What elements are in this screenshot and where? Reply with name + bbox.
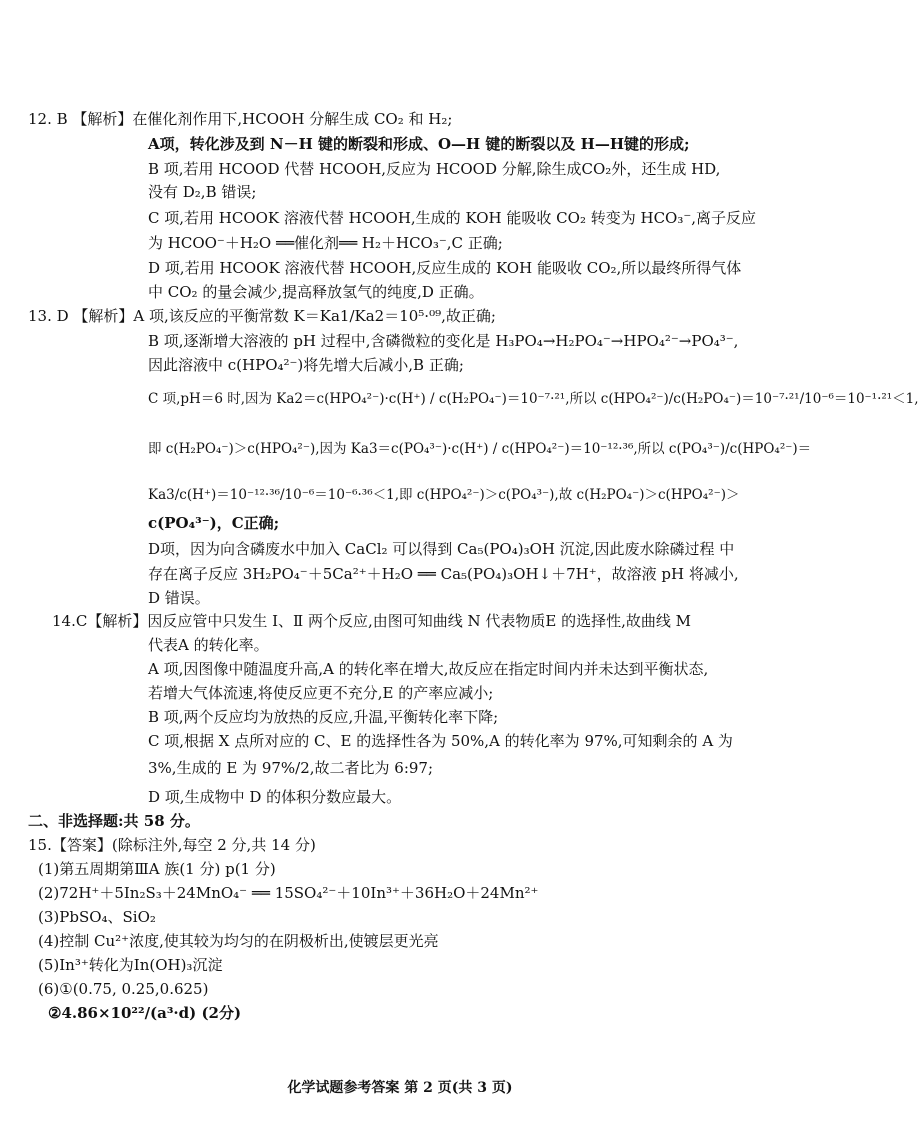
q15-answer-3: (3)PbSO₄、SiO₂ — [38, 908, 156, 926]
q14-option-c: C 项,根据 X 点所对应的 C、E 的选择性各为 50%,A 的转化率为 97%,可知剩余的 A 为 — [148, 732, 733, 750]
q13-option-c-cont2: Ka3/c(H⁺)＝10⁻¹²·³⁶/10⁻⁶＝10⁻⁶·³⁶＜1,即 c(HPO₄²⁻)＞c(PO₄³⁻),故 c(H₂PO₄⁻)＞c(HPO₄²⁻)＞ — [148, 487, 740, 503]
q12-option-c-equation: 为 HCOO⁻＋H₂O ══催化剂══ H₂＋HCO₃⁻,C 正确; — [148, 234, 503, 252]
q12-option-d: D 项,若用 HCOOK 溶液代替 HCOOH,反应生成的 KOH 能吸收 CO₂,所以最终所得气体 — [148, 259, 742, 277]
q13-option-d-conclusion: D 错误。 — [148, 589, 210, 607]
page-footer: 化学试题参考答案 第 2 页(共 3 页) — [287, 1080, 513, 1096]
q15-answer-2: (2)72H⁺＋5In₂S₃＋24MnO₄⁻ ══ 15SO₄²⁻＋10In³⁺＋36H₂O＋24Mn²⁺ — [38, 884, 539, 902]
q15-header: 15.【答案】(除标注外,每空 2 分,共 14 分) — [28, 836, 316, 854]
q15-answer-6-1: (6)①(0.75, 0.25,0.625) — [38, 980, 209, 998]
q14-option-c-cont: 3%,生成的 E 为 97%/2,故二者比为 6:97; — [148, 759, 434, 777]
q13-option-d-equation: 存在离子反应 3H₂PO₄⁻＋5Ca²⁺＋H₂O ══ Ca₅(PO₄)₃OH↓＋7H⁺，故溶液 pH 将减小, — [148, 565, 739, 583]
q12-option-b: B 项,若用 HCOOD 代替 HCOOH,反应为 HCOOD 分解,除生成CO₂外，还生成 HD, — [148, 160, 721, 178]
q12-option-a: A项，转化涉及到 N－H 键的断裂和形成、O—H 键的断裂以及 H—H键的形成; — [148, 135, 690, 153]
section-title: 二、非选择题:共 58 分。 — [28, 812, 200, 830]
q15-answer-6-2: ②4.86×10²²/(a³·d) (2分) — [48, 1004, 242, 1022]
q13-option-c-conclusion: c(PO₄³⁻)，C正确; — [148, 514, 280, 532]
q12-option-b-cont: 没有 D₂,B 错误; — [148, 183, 257, 201]
q13-option-b-cont: 因此溶液中 c(HPO₄²⁻)将先增大后减小,B 正确; — [148, 356, 464, 374]
q13-option-c-cont1: 即 c(H₂PO₄⁻)＞c(HPO₄²⁻),因为 Ka3＝c(PO₄³⁻)·c(H⁺) / c(HPO₄²⁻)＝10⁻¹²·³⁶,所以 c(PO₄³⁻)/c(HPO₄²⁻)＝ — [148, 441, 812, 457]
q15-answer-5: (5)In³⁺转化为In(OH)₃沉淀 — [38, 956, 223, 974]
q14-option-d: D 项,生成物中 D 的体积分数应最大。 — [148, 788, 402, 806]
q13-option-d: D项，因为向含磷废水中加入 CaCl₂ 可以得到 Ca₅(PO₄)₃OH 沉淀,因此废水除磷过程 中 — [148, 540, 735, 558]
q14-option-a: A 项,因图像中随温度升高,A 的转化率在增大,故反应在指定时间内并未达到平衡状态, — [148, 660, 709, 678]
q13-option-c: C 项,pH＝6 时,因为 Ka2＝c(HPO₄²⁻)·c(H⁺) / c(H₂PO₄⁻)＝10⁻⁷·²¹,所以 c(HPO₄²⁻)/c(H₂PO₄⁻)＝10⁻⁷·²¹/10⁻⁶＝10⁻¹·²¹＜1, — [148, 391, 919, 407]
q15-answer-4: (4)控制 Cu²⁺浓度,使其较为均匀的在阴极析出,使镀层更光亮 — [38, 932, 439, 950]
q14-header-cont: 代表A 的转化率。 — [148, 636, 269, 654]
q14-option-a-cont: 若增大气体流速,将使反应更不充分,E 的产率应减小; — [148, 684, 494, 702]
q14-header: 14.C【解析】因反应管中只发生 Ⅰ、Ⅱ 两个反应,由图可知曲线 N 代表物质E 的选择性,故曲线 M — [52, 612, 692, 630]
q13-option-b: B 项,逐渐增大溶液的 pH 过程中,含磷微粒的变化是 H₃PO₄→H₂PO₄⁻→HPO₄²⁻→PO₄³⁻, — [148, 332, 739, 350]
q15-answer-1: (1)第五周期第ⅢA 族(1 分) p(1 分) — [38, 860, 276, 878]
q12-option-c: C 项,若用 HCOOK 溶液代替 HCOOH,生成的 KOH 能吸收 CO₂ 转变为 HCO₃⁻,离子反应 — [148, 209, 757, 227]
q13-header: 13. D 【解析】A 项,该反应的平衡常数 K＝Ka1/Ka2＝10⁵·⁰⁹,故正确; — [28, 307, 496, 325]
q12-option-d-cont: 中 CO₂ 的量会减少,提高释放氢气的纯度,D 正确。 — [148, 283, 484, 301]
q12-header: 12. B 【解析】在催化剂作用下,HCOOH 分解生成 CO₂ 和 H₂; — [28, 110, 453, 128]
q14-option-b: B 项,两个反应均为放热的反应,升温,平衡转化率下降; — [148, 708, 499, 726]
